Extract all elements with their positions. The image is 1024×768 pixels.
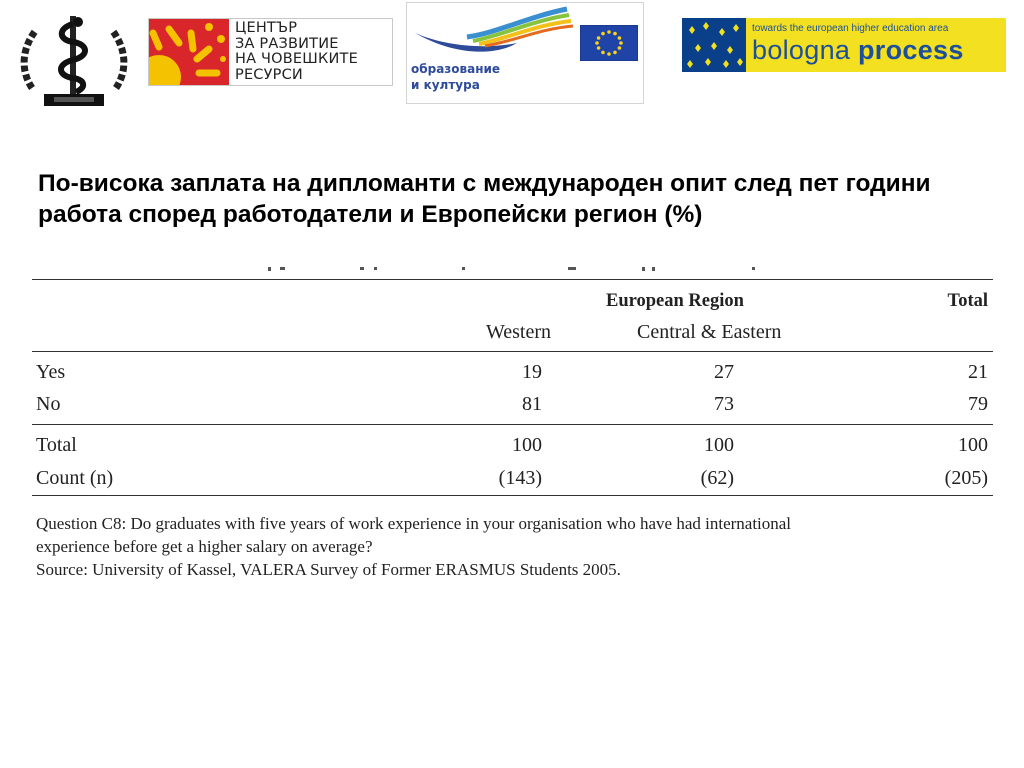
body-rule (32, 424, 993, 425)
eu-flag-icon (580, 25, 638, 61)
hrdc-line: РЕСУРСИ (235, 66, 303, 83)
slide-title: По-висока заплата на дипломанти с международен опит след пет години работа според работодатели и Европейски регион (%) (38, 170, 931, 228)
hrdc-line: ЦЕНТЪР (235, 20, 298, 36)
cell-central-eastern: 100 (704, 434, 734, 456)
cell-western: 81 (522, 393, 542, 415)
llp-logo-text (411, 61, 500, 93)
education-culture-logo (406, 2, 644, 104)
source-line: Source: University of Kassel, VALERA Survey of Former ERASMUS Students 2005. (36, 560, 621, 579)
table-top-rule (32, 279, 993, 280)
hrdc-logo-text (235, 21, 393, 83)
table-footnote (36, 512, 996, 581)
bologna-stars-icon (682, 18, 746, 72)
cell-central-eastern: (62) (700, 467, 734, 489)
bologna-tagline: towards the european higher education area (752, 23, 949, 34)
cropped-caption-remnant (268, 266, 758, 272)
bologna-process-logo (682, 18, 1006, 72)
cell-western: 100 (512, 434, 542, 456)
hrdc-line: НА ЧОВЕШКИТЕ (235, 51, 358, 67)
row-label: Yes (36, 361, 66, 383)
cell-total: 79 (968, 393, 988, 415)
header-total: Total (947, 291, 988, 311)
count-row-label: Count (n) (36, 467, 114, 489)
question-line: experience before get a higher salary on average? (36, 537, 373, 556)
bologna-name-part2: process (858, 35, 964, 65)
cell-western: (143) (498, 467, 542, 489)
sun-icon (149, 19, 229, 86)
bologna-name-part1: bologna (752, 35, 851, 65)
bologna-name (752, 35, 964, 66)
total-row-label: Total (36, 434, 77, 456)
llp-line: образование (411, 62, 501, 76)
table-bottom-rule (32, 495, 993, 496)
llp-line: и култура (411, 78, 480, 92)
cell-total: 21 (968, 361, 988, 383)
cell-western: 19 (522, 361, 542, 383)
hrdc-logo (148, 18, 393, 86)
subheader-western: Western (486, 321, 552, 343)
university-emblem-logo (18, 10, 130, 110)
subheader-central-eastern: Central & Eastern (637, 321, 782, 343)
header-rule (32, 351, 993, 352)
group-header-european-region: European Region (606, 291, 744, 311)
cell-total: (205) (944, 467, 988, 489)
cell-total: 100 (958, 434, 988, 456)
row-label: No (36, 393, 61, 415)
cell-central-eastern: 73 (714, 393, 734, 415)
hrdc-line: ЗА РАЗВИТИЕ (235, 35, 339, 52)
cell-central-eastern: 27 (714, 361, 734, 383)
question-line: Question C8: Do graduates with five years of work experience in your organisation who have had international (36, 514, 792, 533)
emblem-icon (18, 10, 130, 110)
